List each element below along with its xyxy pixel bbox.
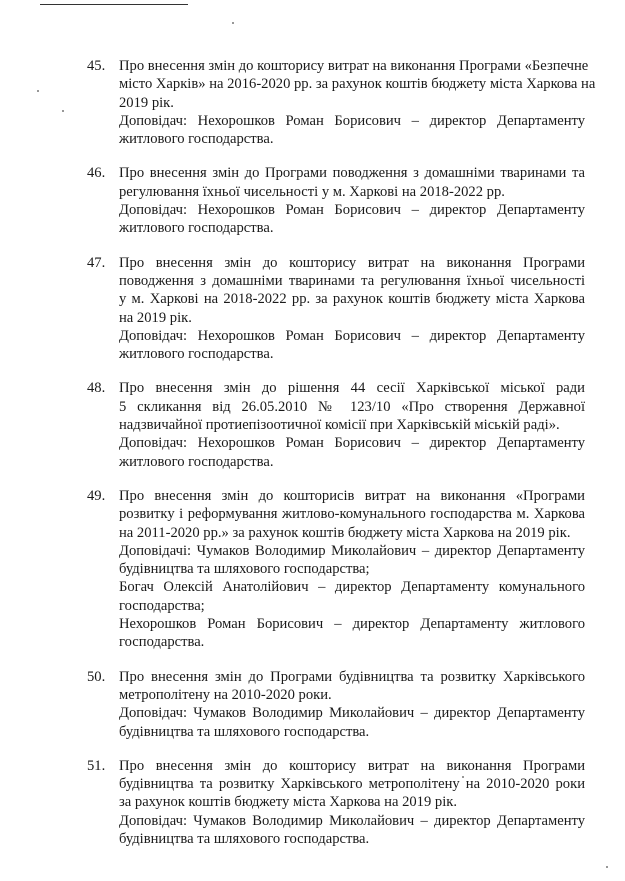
agenda-item-title-line: Про внесення змін до кошторисів витрат на виконання «Програми xyxy=(119,487,585,504)
agenda-item-speaker-line: будівництва та шляхового господарства; xyxy=(119,561,370,578)
agenda-item-number: 51. xyxy=(87,757,106,774)
agenda-item-title-line: Про внесення змін до кошторису витрат на виконання Програми «Безпечне xyxy=(119,58,589,74)
scan-speck xyxy=(606,866,608,868)
agenda-item-number: 46. xyxy=(87,165,106,182)
agenda-item-title-line: Про внесення змін до рішення 44 сесії Харківської міської ради xyxy=(119,380,585,397)
agenda-item-speaker-line: Доповідач: Чумаков Володимир Миколайович – директор Департаменту xyxy=(119,705,585,722)
agenda-item-number: 48. xyxy=(87,380,106,397)
agenda-item-title xyxy=(119,379,585,434)
agenda-item-speaker xyxy=(119,542,585,579)
agenda-item-speaker-line: Доповідач: Чумаков Володимир Миколайович – директор Департаменту xyxy=(119,812,585,829)
agenda-item-speaker-line: Доповідач: Нехорошков Роман Борисович – директор Департаменту xyxy=(119,327,585,344)
agenda-item-speaker-line: будівництва та шляхового господарства. xyxy=(119,723,370,740)
agenda-item-speaker xyxy=(119,327,585,364)
agenda-item-title-line: Про внесення змін до кошторису витрат на виконання Програми xyxy=(119,757,585,774)
agenda-item-speaker-line: Доповідач: Нехорошков Роман Борисович – директор Департаменту xyxy=(119,202,585,219)
agenda-item-title-line: Про внесення змін до Програми поводження з домашніми тваринами та xyxy=(119,165,585,182)
agenda-item-speaker xyxy=(119,112,585,149)
agenda-item xyxy=(80,254,585,364)
agenda-item xyxy=(80,757,585,848)
agenda-item-title-line: будівництва та розвитку Харківського метрополітену на 2010-2020 роки xyxy=(119,776,585,793)
scan-speck xyxy=(62,110,64,112)
agenda-item-speaker-line: Доповідач: Нехорошков Роман Борисович – директор Департаменту xyxy=(119,112,585,129)
agenda-item-title-line: розвитку і реформування житлово-комунального господарства м. Харкова xyxy=(119,506,585,523)
agenda-item-title-line: Про внесення змін до Програми будівництва та розвитку Харківського xyxy=(119,668,585,685)
agenda-item-title-line: Про внесення змін до кошторису витрат на виконання Програми xyxy=(119,254,585,271)
agenda-items-list xyxy=(80,57,596,864)
agenda-item-title-line: на 2019 рік. xyxy=(119,309,192,326)
agenda-item-speaker-line: житлового господарства. xyxy=(119,131,274,148)
agenda-item-title-line: місто Харків» на 2016-2020 рр. за рахунок коштів бюджету міста Харкова на xyxy=(119,76,596,93)
agenda-item-speaker-line: житлового господарства. xyxy=(119,453,274,470)
agenda-item-title xyxy=(119,254,585,327)
scan-speck xyxy=(37,90,39,92)
agenda-item-speaker xyxy=(119,201,585,238)
agenda-item-title-line: метрополітену на 2010-2020 роки. xyxy=(119,686,332,703)
agenda-item xyxy=(80,487,585,652)
agenda-item-title xyxy=(119,57,596,112)
agenda-item-speaker-line: Доповідачі: Чумаков Володимир Миколайович – директор Департаменту xyxy=(119,542,585,559)
agenda-item-speaker xyxy=(119,704,585,741)
agenda-item-speaker xyxy=(119,578,585,615)
agenda-item-title-line: у м. Харкові на 2018-2022 рр. за рахунок коштів бюджету міста Харкова xyxy=(119,291,585,308)
agenda-item-speaker-line: господарства. xyxy=(119,634,205,651)
agenda-item-speaker-line: житлового господарства. xyxy=(119,346,274,363)
agenda-item-title xyxy=(119,487,585,542)
agenda-item-title-line: за рахунок коштів бюджету міста Харкова на 2019 рік. xyxy=(119,794,458,811)
agenda-item xyxy=(80,164,585,237)
agenda-item-speaker xyxy=(119,812,585,849)
agenda-item xyxy=(80,668,585,741)
agenda-item-speaker-line: будівництва та шляхового господарства. xyxy=(119,830,370,847)
agenda-item-title-line: 5 скликання від 26.05.2010 № 123/10 «Про створення Державної xyxy=(119,398,585,415)
agenda-item-number: 49. xyxy=(87,487,106,504)
agenda-item-title xyxy=(119,164,585,201)
agenda-item-title-line: поводження з домашніми тваринами та регулювання їхньої чисельності xyxy=(119,272,585,289)
agenda-item-speaker-line: житлового господарства. xyxy=(119,220,274,237)
agenda-item-speaker-line: Богач Олексій Анатолійович – директор Департаменту комунального xyxy=(119,579,585,596)
agenda-item xyxy=(80,379,585,470)
agenda-item-title-line: регулювання їхньої чисельності у м. Харкові на 2018-2022 рр. xyxy=(119,183,505,200)
agenda-item-number: 50. xyxy=(87,668,106,685)
agenda-item-number: 45. xyxy=(87,58,106,74)
agenda-item-speaker-line: Доповідач: Нехорошков Роман Борисович – директор Департаменту xyxy=(119,435,585,452)
agenda-item-title-line: на 2011-2020 рр.» за рахунок коштів бюджету міста Харкова на 2019 рік. xyxy=(119,524,571,541)
agenda-item-title xyxy=(119,757,585,812)
agenda-item-speaker-line: Нехорошков Роман Борисович – директор Департаменту житлового xyxy=(119,616,585,633)
agenda-item-speaker xyxy=(119,434,585,471)
agenda-item xyxy=(80,57,596,148)
agenda-item-speaker-line: господарства; xyxy=(119,597,205,614)
agenda-item-speaker xyxy=(119,615,585,652)
agenda-item-number: 47. xyxy=(87,254,106,271)
top-divider xyxy=(40,4,188,5)
scan-speck xyxy=(232,22,234,24)
agenda-item-title xyxy=(119,668,585,705)
agenda-item-title-line: 2019 рік. xyxy=(119,94,174,111)
agenda-item-title-line: надзвичайної протиепізоотичної комісії при Харківській міській раді». xyxy=(119,417,560,434)
